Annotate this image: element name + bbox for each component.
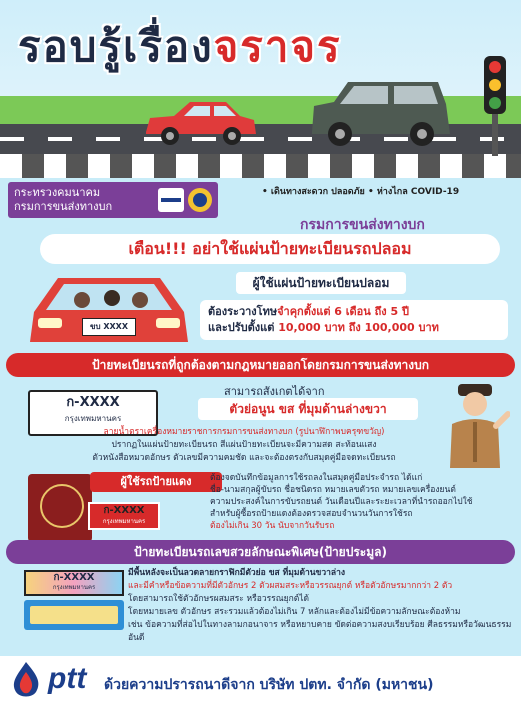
ptt-flame-icon (6, 660, 46, 700)
ministry-line2: กรมการขนส่งทางบก (14, 200, 113, 213)
hero-title (18, 14, 342, 80)
desc3-line5: เช่น ข้อความที่ส่อไปในทางลามกอนาจาร หรือหยาบคาย ขัดต่อความสงบเรียบร้อย ศีลธรรมหรือวัฒนธรรมอันดี (128, 620, 512, 643)
warning-banner: เตือน!!! อย่าใช้แผ่นป้ายทะเบียนรถปลอม (40, 234, 500, 264)
traffic-light-pole (492, 112, 498, 156)
dept-title: กรมการขนส่งทางบก (300, 217, 425, 233)
penalty-p1: ต้องระวางโทษ (208, 305, 278, 318)
desc3-line2: และมีคำหรือข้อความที่มีตัวอักษร 2 ตัวผสมสระหรือวรรณยุกต์ หรือตัวอักษรมากกว่า 2 ตัว (128, 581, 453, 591)
desc3-line3: โดยสามารถใช้ตัวอักษรผสมสระ หรือวรรณยุกต์ได้ (128, 594, 310, 604)
desc2-line2: ชื่อ-นามสกุลผู้ขับรถ ชื่อชนิดรถ หมายเลขตัวรถ หมายเลขเครื่องยนต์ (210, 485, 456, 495)
grey-suv-icon (306, 72, 456, 150)
front-car-icon (24, 268, 194, 352)
hero-title-red: จราจร (213, 22, 342, 71)
red-plate-description (210, 472, 506, 538)
red-plate-main: ก-XXXX (103, 505, 145, 516)
desc3-line1: มีพื้นหลังจะเป็นลวดลายกราฟิกมีตัวย่อ ขส ที่มุมด้านขวาล่าง (128, 568, 346, 578)
green-lamp (489, 97, 501, 109)
registration-book-icon (28, 474, 92, 542)
legal-plate-banner: ป้ายทะเบียนรถที่ถูกต้องตามกฎหมายออกโดยกรมการขนส่งทางบก (6, 353, 515, 377)
officer-icon (440, 380, 510, 470)
dlt-logo-icon (158, 186, 214, 214)
penalty-p4: 10,000 บาท ถึง 100,000 บาท (278, 321, 439, 334)
red-car-icon (140, 94, 260, 150)
red-plate-label: ผู้ใช้รถป้ายแดง (90, 472, 222, 492)
desc1-line3: ตัวหนังสือหมวดอักษร ตัวเลขมีความคมชัด และจะต้องตรงกับสมุดคู่มือจดทะเบียนรถ (92, 453, 396, 463)
desc1-line2: ปรากฏในแผ่นป้ายทะเบียนรถ สีแผ่นป้ายทะเบียนจะมีความสด สะท้อนแสง (111, 440, 377, 450)
special-plate-main: ก-XXXX (53, 572, 95, 583)
penalty-p2: จำคุกตั้งแต่ 6 เดือน ถึง 5 ปี (277, 305, 409, 318)
ministry-line1: กระทรวงคมนาคม (14, 186, 101, 199)
special-plate (24, 570, 124, 596)
special-plate-sub: กรุงเทพมหานคร (52, 584, 96, 591)
desc3-line4: โดยหมายเลข ตัวอักษร สระรวมแล้วต้องไม่เกิน 7 หลักและต้องไม่มีข้อความลักษณะต้องห้าม (128, 607, 461, 617)
observe-highlight: ตัวย่อนูน ขส ที่มุมด้านล่างขวา (198, 398, 418, 420)
tagline: • เดินทางสะดวก ปลอดภัย • ห่างไกล COVID-19 (262, 187, 460, 197)
desc2-line5: ต้องไม่เกิน 30 วัน นับจากวันรับรถ (210, 521, 335, 531)
desc2-line4: สำหรับผู้ซื้อรถป้ายแดงต้องตรวจสอบจำนวนวันการใช้รถ (210, 509, 413, 519)
desc2-line3: ความประสงค์ในการขับรถยนต์ วันเดือนปีและระยะเวลาที่นำรถออกไปใช้ (210, 497, 473, 507)
traffic-light-icon (484, 56, 506, 114)
red-plate-sub: กรุงเทพมหานคร (102, 518, 146, 525)
penalty-box (200, 300, 508, 340)
red-lamp (489, 61, 501, 73)
normal-plate-main: ก-XXXX (66, 395, 120, 410)
legal-plate-description (64, 426, 424, 468)
footer-thanks: ด้วยความปรารถนาดีจาก บริษัท ปตท. จำกัด (มหาชน) (104, 677, 434, 693)
car-plate: ขบ XXXX (82, 318, 136, 336)
fake-plate-user-label: ผู้ใช้แผ่นป้ายทะเบียนปลอม (236, 272, 406, 294)
red-plate (88, 502, 160, 530)
special-plate-banner: ป้ายทะเบียนรถเลขสวยลักษณะพิเศษ(ป้ายประมูล) (6, 540, 515, 564)
desc1-line1: ลายน้ำตราเครื่องหมายราชการกรมการขนส่งทางบก (รูปนาฬิกาพบครุฑขวัญ) (103, 427, 385, 437)
normal-plate-sub: กรุงเทพมหานคร (64, 414, 122, 423)
yellow-lamp (489, 79, 501, 91)
auction-plate-icon (24, 600, 124, 630)
hero-title-dark: รอบรู้เรื่อง (18, 22, 214, 71)
special-plate-description (128, 567, 512, 647)
penalty-p3: และปรับตั้งแต่ (208, 321, 279, 334)
desc2-line1: ต้องจดบันทึกข้อมูลการใช้รถลงในสมุดคู่มือประจำรถ ได้แก่ (210, 473, 423, 483)
observe-label: สามารถสังเกตได้จาก (224, 385, 325, 398)
ptt-brand: ptt (48, 662, 87, 695)
road-curb (0, 154, 521, 178)
